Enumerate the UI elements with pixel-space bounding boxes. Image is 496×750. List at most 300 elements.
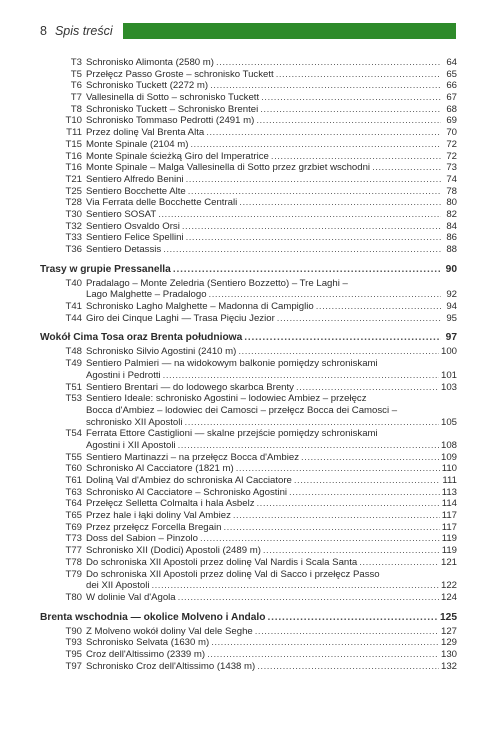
entry-title-line: Schronisko Alimonta (2580 m) <box>86 57 214 68</box>
route-code: T60 <box>65 463 82 475</box>
route-code: T33 <box>65 232 82 244</box>
entry-title-line: Vallesinella di Sotto – schronisko Tuckett <box>86 92 260 104</box>
entry-title-line: schronisko XII Apostoli <box>86 416 183 428</box>
entry-last-line <box>86 661 457 673</box>
entry-body <box>86 592 457 604</box>
entry-page-number: 92 <box>446 289 457 301</box>
toc-entry[interactable] <box>40 69 457 81</box>
toc-entry[interactable] <box>40 301 457 313</box>
route-code: T44 <box>65 312 82 324</box>
dot-leader <box>209 289 441 301</box>
dot-leader <box>173 264 441 276</box>
entry-title-line: Agostini i XII Apostoli <box>86 439 176 451</box>
entry-last-line <box>86 463 457 475</box>
toc-entry[interactable] <box>40 428 457 451</box>
route-code: T69 <box>65 521 82 533</box>
entry-title-line: Do schroniska XII Apostoli przez dolinę Val di Sacco i przełęcz Passo <box>86 568 380 580</box>
entry-last-line <box>86 151 457 163</box>
dot-leader <box>257 498 440 510</box>
entry-last-line <box>86 174 457 186</box>
section-title: Wokół Cima Tosa oraz Brenta południowa <box>40 332 243 344</box>
toc-entry[interactable] <box>40 382 457 394</box>
entry-title-line: Doliną Val d'Ambiez do schroniska Al Cacciatore <box>86 475 292 486</box>
route-code: T16 <box>65 150 82 162</box>
entry-last-line <box>86 417 457 429</box>
dot-leader <box>185 417 439 429</box>
route-code: T55 <box>65 451 82 463</box>
entry-body <box>86 92 457 104</box>
entry-page-number: 130 <box>440 648 457 660</box>
entry-body <box>86 569 457 592</box>
entry-body <box>86 221 457 233</box>
entry-title-line: Przez hale i łąki doliny Val Ambiez <box>86 510 231 522</box>
toc-entry[interactable] <box>40 139 457 151</box>
toc-entry[interactable] <box>40 151 457 163</box>
entry-title-line: Sentiero Palmieri — na widokowym balkonie pomiędzy schroniskami <box>86 358 378 370</box>
toc-entry[interactable] <box>40 127 457 139</box>
route-code: T16 <box>65 162 82 174</box>
entry-body <box>86 626 457 638</box>
route-code: T61 <box>65 475 82 486</box>
entry-page-number: 114 <box>441 498 457 510</box>
entry-body <box>86 533 457 545</box>
route-code: T48 <box>65 346 82 358</box>
dot-leader <box>260 104 441 116</box>
toc-entry[interactable] <box>40 649 457 661</box>
toc-entry[interactable] <box>40 221 457 233</box>
entry-title-line: Monte Spinale ścieżką Giro del Imperatrice <box>86 150 269 162</box>
entry-last-line <box>86 301 457 313</box>
route-code: T73 <box>65 533 82 545</box>
section-page-number: 125 <box>440 611 457 623</box>
section-title: Brenta wschodnia — okolice Molveno i Andalo <box>40 611 266 623</box>
entry-title-line: Croz dell'Altissimo (2339 m) <box>86 648 206 660</box>
entry-body <box>86 393 457 428</box>
dot-leader <box>277 313 441 325</box>
entry-title-line: Schronisko XII (Dodici) Apostoli (2489 m) <box>86 545 261 557</box>
entry-title-line: Z Molveno wokół doliny Val dele Seghe <box>86 625 253 637</box>
section-heading[interactable] <box>40 264 457 276</box>
toc-entry[interactable] <box>40 463 457 475</box>
entry-title-line: Pradalago – Monte Zeledria (Sentiero Bozzetto) – Tre Laghi – <box>86 277 348 289</box>
entry-title-line: Sentiero Martinazzi – na przełęcz Bocca d'Ambiez <box>86 451 299 463</box>
entry-last-line <box>86 487 457 499</box>
page-number: 8 <box>40 24 47 38</box>
dot-leader <box>271 151 441 163</box>
entry-title-line: W dolinie Val d'Agola <box>86 591 176 603</box>
dot-leader <box>182 221 441 233</box>
entry-body <box>86 278 457 301</box>
entry-page-number: 124 <box>440 591 457 603</box>
dot-leader <box>186 174 441 186</box>
entry-body <box>86 57 457 69</box>
toc-entry[interactable] <box>40 346 457 358</box>
toc-entry[interactable] <box>40 115 457 127</box>
entry-title-line: Agostini i Pedrotti <box>86 369 161 381</box>
toc-entry[interactable] <box>40 522 457 534</box>
dot-leader <box>223 522 439 534</box>
dot-leader <box>359 557 439 569</box>
route-code: T80 <box>65 591 82 603</box>
entry-last-line <box>86 115 457 127</box>
entry-last-line <box>86 545 457 557</box>
route-code: T40 <box>65 277 82 289</box>
dot-leader <box>255 626 439 638</box>
entry-title-line: Sentiero Alfredo Benini <box>86 173 184 185</box>
page-header <box>40 22 456 40</box>
entry-title-line: Sentiero Brentari — do lodowego skarbca Brenty <box>86 381 294 393</box>
route-code: T51 <box>65 381 82 393</box>
toc-entry[interactable] <box>40 557 457 569</box>
toc-entry[interactable] <box>40 92 457 104</box>
route-code: T15 <box>65 138 82 150</box>
dot-leader <box>158 209 441 221</box>
entry-body <box>86 428 457 451</box>
entry-body <box>86 162 457 174</box>
entry-body <box>86 358 457 381</box>
toc-entry[interactable] <box>40 661 457 673</box>
route-code: T65 <box>65 510 82 522</box>
route-code: T21 <box>65 173 82 185</box>
route-code: T5 <box>70 68 82 80</box>
entry-page-number: 108 <box>440 439 457 451</box>
entry-page-number: 109 <box>440 451 457 463</box>
entry-page-number: 94 <box>446 301 457 313</box>
entry-last-line <box>86 186 457 198</box>
entry-title-line: Giro dei Cinque Laghi — Trasa Pięciu Jezior <box>86 312 275 324</box>
entry-last-line <box>86 580 457 592</box>
route-code: T10 <box>65 115 82 127</box>
toc-entry[interactable] <box>40 209 457 221</box>
route-code: T95 <box>65 648 82 660</box>
entry-last-line <box>86 57 457 69</box>
entry-page-number: 117 <box>441 521 457 533</box>
route-code: T6 <box>70 80 82 92</box>
entry-last-line <box>86 92 457 104</box>
entry-page-number: 67 <box>446 92 457 104</box>
entry-last-line <box>86 626 457 638</box>
entry-body <box>86 498 457 510</box>
entry-page-number: 73 <box>446 162 457 174</box>
toc-entry[interactable] <box>40 533 457 545</box>
entry-page-number: 110 <box>441 463 457 475</box>
entry-page-number: 84 <box>446 220 457 232</box>
entry-body <box>86 510 457 522</box>
dot-leader <box>244 332 441 344</box>
entry-title-line: Do schroniska XII Apostoli przez dolinę Val Nardis i Scala Santa <box>86 556 358 568</box>
dot-leader <box>211 637 439 649</box>
dot-leader <box>239 197 441 209</box>
entry-body <box>86 557 457 569</box>
section-heading[interactable] <box>40 332 457 344</box>
entry-page-number: 121 <box>440 556 457 568</box>
entry-title-line: Sentiero Bocchette Alte <box>86 185 186 197</box>
entry-page-number: 78 <box>446 185 457 197</box>
dot-leader <box>289 487 440 499</box>
entry-body <box>86 186 457 198</box>
entry-title-line: Monte Spinale (2104 m) <box>86 138 189 150</box>
dot-leader <box>151 580 439 592</box>
entry-last-line <box>86 289 457 301</box>
toc-entry[interactable] <box>40 393 457 428</box>
dot-leader <box>257 661 439 673</box>
section-heading[interactable] <box>40 612 457 624</box>
entry-last-line <box>86 557 457 569</box>
toc-entry[interactable] <box>40 592 457 604</box>
entry-last-line <box>86 533 457 545</box>
entry-last-line <box>86 649 457 661</box>
entry-page-number: 66 <box>446 80 457 92</box>
entry-page-number: 95 <box>446 312 457 324</box>
route-code: T25 <box>65 185 82 197</box>
toc-entry[interactable] <box>40 57 457 69</box>
entry-body <box>86 151 457 163</box>
entry-title-line: Schronisko Selvata (1630 m) <box>86 637 210 649</box>
entry-page-number: 72 <box>446 138 457 150</box>
entry-page-number: 119 <box>441 545 457 557</box>
toc-entry[interactable] <box>40 80 457 92</box>
entry-page-number: 65 <box>446 68 457 80</box>
entry-title-line: Schronisko Al Cacciatore (1821 m) <box>86 463 234 475</box>
dot-leader <box>188 186 441 198</box>
entry-title-line: Sentiero Osvaldo Orsi <box>86 220 180 232</box>
entry-last-line <box>86 475 457 487</box>
toc-entry[interactable] <box>40 626 457 638</box>
running-title: Spis treści <box>54 24 113 38</box>
route-code: T11 <box>66 127 82 139</box>
entry-title-line: Przełęcz Passo Groste – schronisko Tuckett <box>86 68 274 80</box>
toc-entry[interactable] <box>40 452 457 464</box>
toc-entry[interactable] <box>40 475 457 487</box>
entry-title-line: Przez dolinę Val Brenta Alta <box>86 127 205 139</box>
route-code: T93 <box>65 637 82 649</box>
dot-leader <box>200 533 440 545</box>
toc-entry[interactable] <box>40 162 457 174</box>
entry-title-line: Sentiero Ideale: schronisko Agostini – lodowiec Ambiez – przełęcz <box>86 393 367 405</box>
entry-title-line: Przełęcz Selletta Colmalta i hala Asbelz <box>86 498 255 510</box>
entry-last-line <box>86 440 457 452</box>
route-code: T41 <box>65 301 82 313</box>
entry-body <box>86 232 457 244</box>
entry-title-line: Lago Malghette – Pradalogo <box>86 289 207 301</box>
entry-title-line: Bocca d'Ambiez – lodowiec dei Camosci – przełęcz Bocca dei Camosci – <box>86 404 398 416</box>
toc-entry[interactable] <box>40 244 457 256</box>
dot-leader <box>233 510 440 522</box>
toc-entry[interactable] <box>40 186 457 198</box>
entry-body <box>86 80 457 92</box>
entry-last-line <box>86 221 457 233</box>
dot-leader <box>296 382 439 394</box>
dot-leader <box>238 346 439 358</box>
toc-entry[interactable] <box>40 569 457 592</box>
toc-entry[interactable] <box>40 545 457 557</box>
entry-last-line <box>86 370 457 382</box>
entry-title-line: Schronisko Tommaso Pedrotti (2491 m) <box>86 115 255 127</box>
section-title: Trasy w grupie Pressanella <box>40 263 171 275</box>
toc-entry[interactable] <box>40 358 457 381</box>
entry-title-line: Schronisko Silvio Agostini (2410 m) <box>86 346 237 358</box>
entry-body <box>86 127 457 139</box>
entry-page-number: 88 <box>446 244 457 255</box>
dot-leader <box>372 162 441 174</box>
route-code: T28 <box>65 197 82 209</box>
entry-page-number: 105 <box>440 416 457 428</box>
toc-entry[interactable] <box>40 637 457 649</box>
entry-page-number: 80 <box>446 197 457 209</box>
toc-entry[interactable] <box>40 104 457 116</box>
entry-body <box>86 522 457 534</box>
dot-leader <box>163 370 439 382</box>
route-code: T54 <box>65 428 82 440</box>
entry-body <box>86 197 457 209</box>
entry-title-line: Monte Spinale – Malga Vallesinella di Sotto przez grzbiet wschodni <box>86 162 371 174</box>
dot-leader <box>216 57 441 69</box>
toc-entry[interactable] <box>40 174 457 186</box>
dot-leader <box>256 115 441 127</box>
entry-body <box>86 69 457 81</box>
route-code: T78 <box>65 556 82 568</box>
dot-leader <box>263 545 440 557</box>
dot-leader <box>316 301 441 313</box>
toc-entry[interactable] <box>40 487 457 499</box>
entry-title-line: Via Ferrata delle Bocchette Centrali <box>86 197 238 209</box>
dot-leader <box>301 452 439 464</box>
entry-page-number: 122 <box>440 580 457 592</box>
dot-leader <box>236 463 440 475</box>
entry-last-line <box>86 104 457 116</box>
route-code: T64 <box>65 498 82 510</box>
toc-entry[interactable] <box>40 498 457 510</box>
dot-leader <box>210 80 441 92</box>
entry-page-number: 132 <box>440 660 457 672</box>
entry-last-line <box>86 592 457 604</box>
dot-leader <box>207 649 439 661</box>
entry-body <box>86 301 457 313</box>
route-code: T8 <box>70 103 82 115</box>
entry-body <box>86 637 457 649</box>
dot-leader <box>261 92 441 104</box>
dot-leader <box>178 592 439 604</box>
entry-page-number: 64 <box>446 57 457 68</box>
entry-title-line: Sentiero Detassis <box>86 244 162 255</box>
entry-page-number: 86 <box>446 232 457 244</box>
entry-body <box>86 487 457 499</box>
entry-last-line <box>86 346 457 358</box>
entry-last-line <box>86 197 457 209</box>
toc-entry[interactable] <box>40 510 457 522</box>
entry-body <box>86 545 457 557</box>
entry-last-line <box>86 510 457 522</box>
route-code: T7 <box>70 92 82 104</box>
entry-body <box>86 452 457 464</box>
entry-page-number: 70 <box>446 127 457 139</box>
entry-page-number: 68 <box>446 103 457 115</box>
route-code: T77 <box>65 545 82 557</box>
entry-last-line <box>86 139 457 151</box>
table-of-contents <box>40 57 457 672</box>
toc-entry[interactable] <box>40 197 457 209</box>
entry-last-line <box>86 80 457 92</box>
entry-last-line <box>86 162 457 174</box>
dot-leader <box>206 127 441 139</box>
section-page-number: 90 <box>445 263 457 275</box>
entry-page-number: 113 <box>441 486 457 498</box>
entry-body <box>86 139 457 151</box>
toc-entry[interactable] <box>40 278 457 301</box>
entry-title-line: Doss del Sabion – Pinzolo <box>86 533 198 545</box>
dot-leader <box>163 244 441 256</box>
entry-body <box>86 115 457 127</box>
entry-page-number: 74 <box>446 173 457 185</box>
entry-page-number: 111 <box>442 475 457 486</box>
entry-title-line: Schronisko Croz dell'Altissimo (1438 m) <box>86 660 256 672</box>
entry-last-line <box>86 452 457 464</box>
entry-last-line <box>86 498 457 510</box>
entry-last-line <box>86 244 457 256</box>
route-code: T32 <box>65 220 82 232</box>
entry-title-line: Sentiero SOSAT <box>86 208 157 220</box>
entry-last-line <box>86 522 457 534</box>
entry-title-line: Schronisko Al Cacciatore – Schronisko Agostini <box>86 486 288 498</box>
entry-body <box>86 174 457 186</box>
entry-body <box>86 104 457 116</box>
route-code: T3 <box>70 57 82 68</box>
entry-last-line <box>86 637 457 649</box>
dot-leader <box>178 440 439 452</box>
entry-page-number: 127 <box>440 625 457 637</box>
entry-last-line <box>86 313 457 325</box>
dot-leader <box>190 139 441 151</box>
entry-body <box>86 475 457 487</box>
entry-title-line: Przez przełęcz Forcella Bregain <box>86 521 222 533</box>
entry-page-number: 100 <box>440 346 457 358</box>
dot-leader <box>267 612 438 624</box>
entry-title-line: Schronisko Tuckett – Schronisko Brentei <box>86 103 259 115</box>
header-accent-bar <box>123 23 456 39</box>
entry-page-number: 82 <box>446 208 457 220</box>
route-code: T49 <box>65 358 82 370</box>
entry-last-line <box>86 127 457 139</box>
route-code: T53 <box>65 393 82 405</box>
entry-page-number: 129 <box>440 637 457 649</box>
toc-entry[interactable] <box>40 313 457 325</box>
entry-page-number: 119 <box>441 533 457 545</box>
dot-leader <box>276 69 441 81</box>
entry-title-line: dei XII Apostoli <box>86 580 150 592</box>
entry-page-number: 101 <box>440 369 457 381</box>
entry-body <box>86 382 457 394</box>
route-code: T30 <box>65 208 82 220</box>
route-code: T36 <box>65 244 82 255</box>
entry-last-line <box>86 69 457 81</box>
route-code: T63 <box>65 486 82 498</box>
entry-title-line: Schronisko Lagho Malghette – Madonna di Campiglio <box>86 301 314 313</box>
entry-page-number: 103 <box>440 381 457 393</box>
route-code: T90 <box>65 625 82 637</box>
route-code: T79 <box>65 568 82 580</box>
entry-body <box>86 346 457 358</box>
entry-title-line: Sentiero Felice Spellini <box>86 232 184 244</box>
section-page-number: 97 <box>445 332 457 344</box>
entry-body <box>86 209 457 221</box>
entry-page-number: 72 <box>446 150 457 162</box>
entry-last-line <box>86 382 457 394</box>
entry-body <box>86 244 457 256</box>
entry-body <box>86 463 457 475</box>
entry-last-line <box>86 232 457 244</box>
entry-page-number: 69 <box>446 115 457 127</box>
toc-entry[interactable] <box>40 232 457 244</box>
